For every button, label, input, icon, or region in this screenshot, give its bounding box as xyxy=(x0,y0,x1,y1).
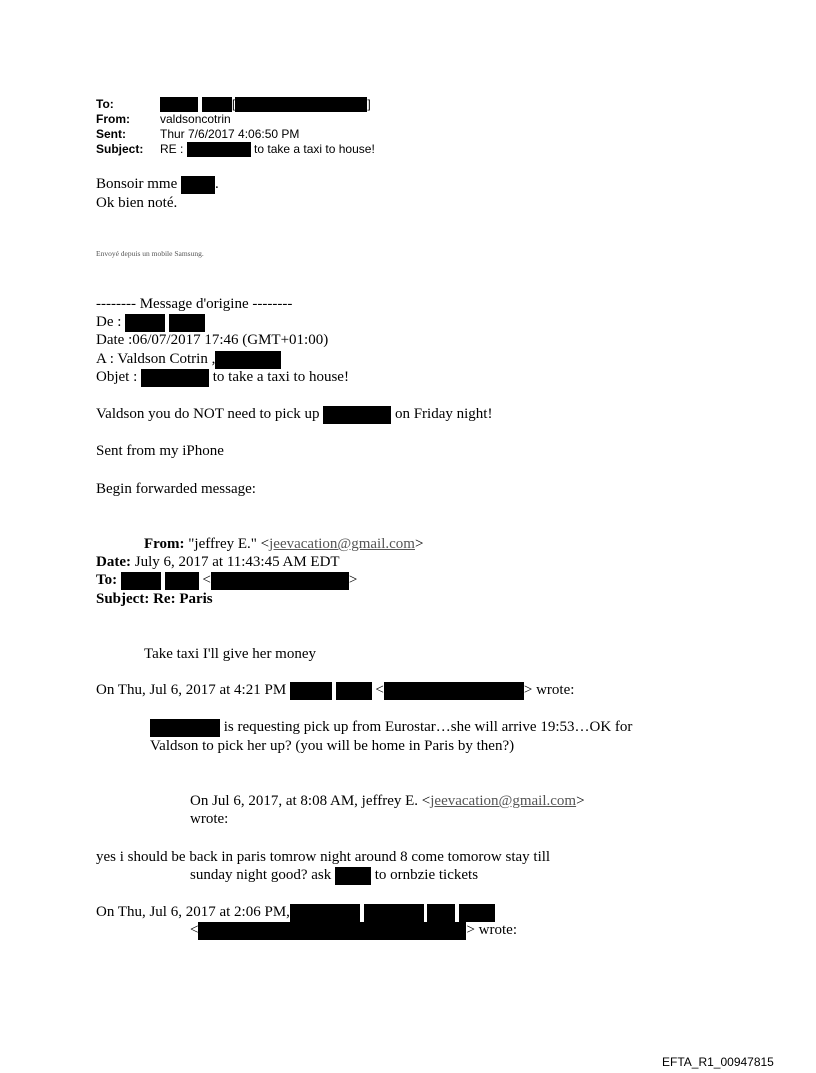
original-objet-line xyxy=(96,368,349,387)
on3-prefix: On Thu, Jul 6, 2017 at 2:06 PM, xyxy=(96,904,290,920)
quote2-line2 xyxy=(190,866,478,885)
to-bracket-open: [ xyxy=(232,97,236,111)
redaction-block xyxy=(290,682,332,700)
redaction-block xyxy=(384,682,524,700)
fwd-date-line xyxy=(96,553,340,571)
original-separator: -------- Message d'origine -------- xyxy=(96,296,293,312)
on3-suffix: > wrote: xyxy=(466,922,517,938)
on2-email-link[interactable]: jeevacation@gmail.com xyxy=(430,793,577,809)
on2-close: > xyxy=(576,793,585,809)
redaction-block xyxy=(336,682,372,700)
begin-forwarded: Begin forwarded message: xyxy=(96,481,256,497)
sent-label: Sent: xyxy=(96,127,126,141)
to-bracket-close: ] xyxy=(367,97,371,111)
thread-on2-line2: wrote: xyxy=(190,811,229,827)
redaction-block xyxy=(335,867,371,885)
redaction-block xyxy=(459,904,495,922)
redaction-block xyxy=(323,406,391,424)
quote1-line2: Valdson to pick her up? (you will be home in Paris by then?) xyxy=(150,738,515,754)
redaction-block xyxy=(290,904,360,922)
redaction-block xyxy=(211,572,349,590)
fwd-date-value: July 6, 2017 at 11:43:45 AM EDT xyxy=(134,554,340,570)
thread-on2-line1 xyxy=(190,792,585,810)
subject-suffix: to take a taxi to house! xyxy=(254,142,375,156)
redaction-block xyxy=(198,922,466,940)
from-value: valdsoncotrin xyxy=(160,112,231,126)
a-text: A : Valdson Cotrin , xyxy=(96,351,216,367)
on1-prefix: On Thu, Jul 6, 2017 at 4:21 PM xyxy=(96,682,287,698)
quote1-line1 xyxy=(150,718,632,737)
message-suffix: on Friday night! xyxy=(394,406,493,422)
fwd-to-close: > xyxy=(348,572,358,588)
header-to-row xyxy=(96,97,371,112)
redaction-block xyxy=(169,314,205,332)
document-id: EFTA_R1_00947815 xyxy=(662,1055,774,1069)
on2-prefix: On Jul 6, 2017, at 8:08 AM, jeffrey E. < xyxy=(190,793,431,809)
thread-on3-line2 xyxy=(190,921,517,940)
original-de-line xyxy=(96,313,205,332)
fwd-subject-line xyxy=(96,590,213,608)
subject-label: Subject: xyxy=(96,142,144,156)
greeting-period: . xyxy=(215,176,219,192)
fwd-subject-label: Subject: xyxy=(96,591,150,607)
redaction-block xyxy=(187,142,251,157)
original-a-line xyxy=(96,350,281,369)
thread-on1-line xyxy=(96,681,574,700)
from-label: From: xyxy=(96,112,130,126)
sent-value: Thur 7/6/2017 4:06:50 PM xyxy=(160,127,300,141)
quote2-line1: yes i should be back in paris tomrow night around 8 come tomorow stay till xyxy=(96,849,551,865)
redaction-block xyxy=(235,97,367,112)
redaction-block xyxy=(427,904,455,922)
original-date-line: Date :06/07/2017 17:46 (GMT+01:00) xyxy=(96,332,329,348)
mobile-signature: Envoyé depuis un mobile Samsung. xyxy=(96,249,204,258)
fwd-date-label: Date: xyxy=(96,554,131,570)
redaction-block xyxy=(215,351,281,369)
on1-suffix: > wrote: xyxy=(523,682,575,698)
fwd-body: Take taxi I'll give her money xyxy=(144,646,317,662)
original-message-line xyxy=(96,405,492,424)
fwd-from-line xyxy=(144,535,423,553)
redaction-block xyxy=(150,719,220,737)
greeting-text: Bonsoir mme xyxy=(96,176,178,192)
redaction-block xyxy=(160,97,198,112)
sent-from-iphone: Sent from my iPhone xyxy=(96,443,224,459)
redaction-block xyxy=(121,572,161,590)
to-label: To: xyxy=(96,97,114,111)
on1-open: < xyxy=(375,682,384,698)
greeting-line xyxy=(96,175,219,194)
objet-suffix: to take a taxi to house! xyxy=(212,369,349,385)
redaction-block xyxy=(125,314,165,332)
fwd-subject-value: Re: Paris xyxy=(153,591,213,607)
quote2-prefix: sunday night good? ask xyxy=(190,867,332,883)
objet-label: Objet : xyxy=(96,369,138,385)
fwd-from-close: > xyxy=(414,536,424,552)
subject-prefix: RE : xyxy=(160,142,184,156)
on3-open: < xyxy=(190,922,199,938)
message-prefix: Valdson you do NOT need to pick up xyxy=(96,406,320,422)
fwd-from-label: From: xyxy=(144,536,185,552)
fwd-to-line xyxy=(96,571,357,590)
redaction-block xyxy=(202,97,232,112)
redaction-block xyxy=(364,904,424,922)
reply-line-2: Ok bien noté. xyxy=(96,195,178,211)
redaction-block xyxy=(165,572,199,590)
header-sent-row xyxy=(96,127,299,141)
header-from-row xyxy=(96,112,231,126)
fwd-from-email-link[interactable]: jeevacation@gmail.com xyxy=(269,536,415,552)
header-subject-row xyxy=(96,142,375,157)
quote1-text1: is requesting pick up from Eurostar…she will arrive 19:53…OK for xyxy=(223,719,633,735)
quote2-suffix: to ornbzie tickets xyxy=(374,867,479,883)
fwd-to-open: < xyxy=(202,572,211,588)
fwd-from-name: "jeffrey E." < xyxy=(188,536,270,552)
thread-on3-line1 xyxy=(96,903,495,922)
fwd-to-label: To: xyxy=(96,572,118,588)
de-label: De : xyxy=(96,314,122,330)
redaction-block xyxy=(181,176,215,194)
redaction-block xyxy=(141,369,209,387)
